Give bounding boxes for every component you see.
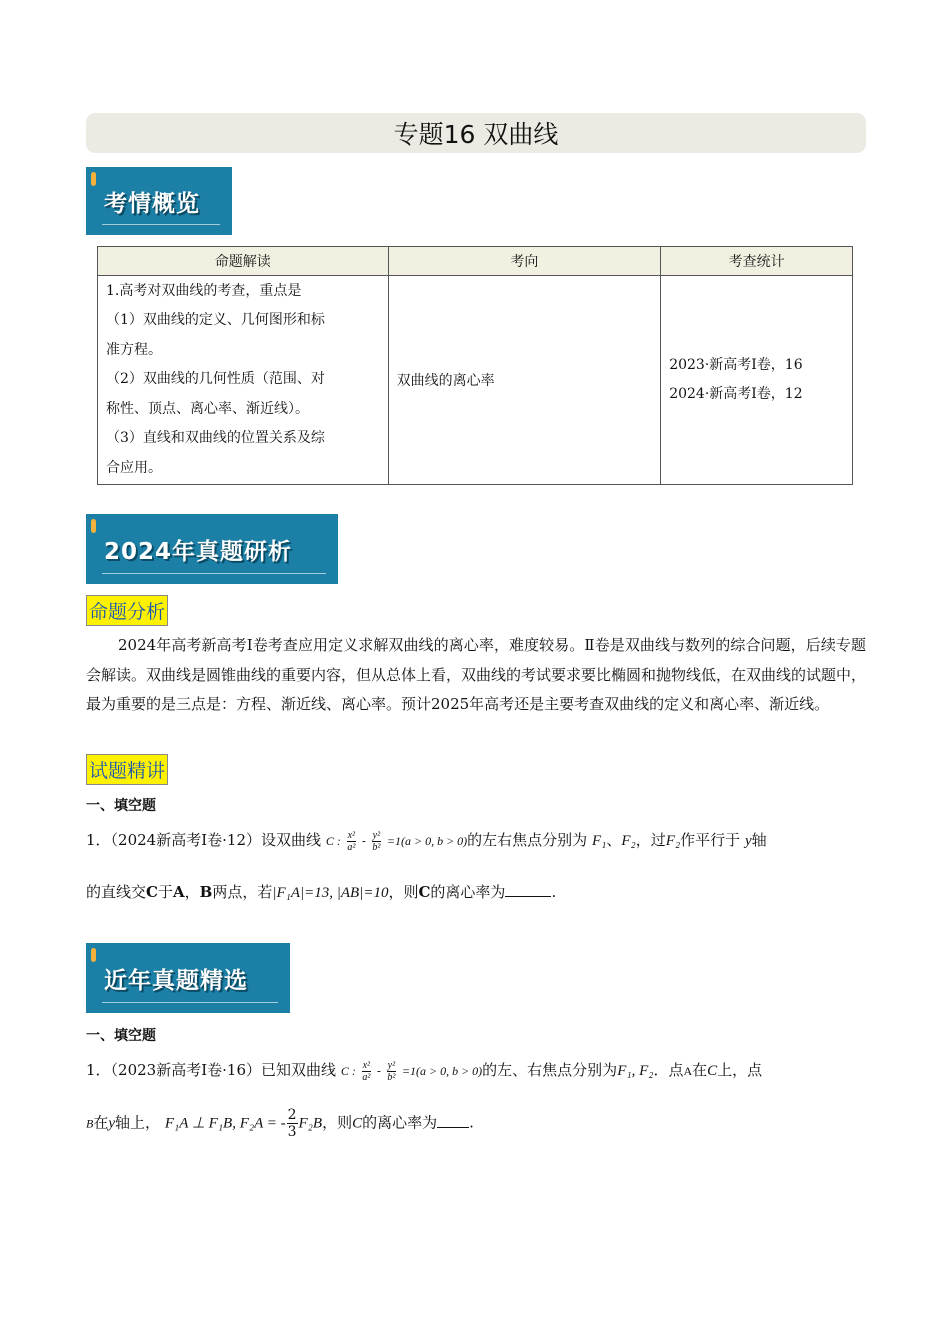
bold-a: A [172,883,185,901]
math-f1: F₁ [591,833,607,849]
question-text: ， [184,883,200,901]
header-stats: 考查统计 [661,247,853,276]
bold-b: B [199,883,213,901]
question-text: 两点，若 [212,883,273,901]
question-text: 在 [93,1113,109,1132]
bold-c: C [146,883,158,901]
fraction-den: b² [387,1071,396,1083]
banner-tab [91,948,96,962]
question-2024-line1 [86,829,767,853]
banner-tab [91,172,96,186]
analysis-paragraph: 2024年高考新高考Ⅰ卷考查应用定义求解双曲线的离心率，难度较易。Ⅱ卷是双曲线与数列的综合问题，后续专题会解读。双曲线是圆锥曲线的重要内容，但从总体上看，双曲线的考试要求要比椭圆和抛物线低，在双曲线的试题中，最为重要的是三点是：方程、渐近线、离心率。预计2025年高考还是主要考查双曲线的定义和离心率、渐近线。 [86,636,867,713]
separator: 、 [606,831,622,849]
math-c: C : [340,1064,356,1078]
question-text: 在 [692,1061,708,1079]
question-number: 1． [86,831,111,849]
banner-tab [91,519,96,533]
fraction-y [372,830,381,853]
fraction-den: b² [372,841,381,853]
math-condition: =1(a > 0, b > 0) [401,1064,483,1078]
header-interpretation: 命题解读 [98,247,389,276]
fraction-x [347,830,356,853]
question-text: ，则 [388,883,419,901]
math-relation: F₁A ⊥ F₁B, F₂A = - [164,1115,286,1132]
fraction-num: y² [372,829,381,841]
analysis-banner [86,514,338,584]
question-2023-line2 [86,1107,474,1140]
recent-banner [86,943,290,1013]
minus-sign: - [361,834,366,848]
question-2023-line1 [86,1059,762,1083]
recent-banner-label: 近年真题精选 [104,967,248,994]
question-text: . [469,1113,474,1132]
fraction-den: a² [362,1071,371,1083]
fraction-x [362,1060,371,1083]
question-2024-line2 [86,881,556,902]
question-text: 设双曲线 [261,831,322,849]
interp-line: 称性、顶点、离心率、渐近线）。 [106,400,309,417]
question-text: ，则 [322,1113,353,1132]
banner-underline [102,224,220,225]
bold-c: C [418,883,431,901]
question-text: 于 [157,883,173,901]
math-a: A [683,1064,693,1078]
math-relation-rhs: F₂B [298,1115,323,1132]
question-text: 轴上， [115,1113,161,1132]
question-source: （2023新高考Ⅰ卷·16） [110,1061,262,1079]
interp-line: 合应用。 [106,459,162,476]
banner-underline [102,573,326,574]
explain-tag: 试题精讲 [86,754,168,785]
question-text: 的离心率为 [430,883,506,901]
interp-line: 准方程。 [106,341,162,358]
stat-line: 2024·新高考Ⅰ卷，12 [669,386,803,402]
section-label: 一、填空题 [86,1028,156,1044]
math-foci: F₁, F₂ [617,1063,654,1079]
math-condition: =1(a > 0, b > 0) [386,834,468,848]
fraction-y [387,1060,396,1083]
interpretation-cell [98,276,389,485]
fraction-num: x² [347,829,356,841]
fraction-num: y² [387,1059,396,1071]
banner-underline [102,1002,278,1003]
question-text: ，过 [635,831,666,849]
page-title: 专题16 双曲线 [86,113,866,153]
math-c: C [707,1063,718,1079]
direction-cell: 双曲线的离心率 [388,276,661,485]
overview-banner [86,167,232,235]
math-f2: F₂ [665,833,681,849]
question-text: 的直线交 [86,883,147,901]
math-c: C : [325,834,341,848]
fraction-den: 3 [287,1124,297,1140]
answer-blank[interactable] [505,884,551,897]
math-y: y [744,833,752,849]
section-label: 一、填空题 [86,798,156,814]
question-text: 作平行于 [680,831,741,849]
interp-line: （2）双曲线的几何性质（范围、对 [106,371,325,388]
analysis-tag: 命题分析 [86,595,168,626]
interp-line: （1）双曲线的定义、几何图形和标 [106,312,325,329]
question-text: 轴 [751,831,767,849]
stats-cell [661,276,853,485]
analysis-banner-label: 2024年真题研析 [104,538,293,565]
minus-sign: - [376,1064,381,1078]
header-direction: 考向 [388,247,661,276]
math-b: B [86,1116,94,1131]
table-header-row [98,247,853,276]
fraction-den: a² [347,841,356,853]
fraction-num: 2 [287,1107,297,1123]
overview-table [97,246,853,485]
question-text: 的左右焦点分别为 [467,831,588,849]
interp-line: （3）直线和双曲线的位置关系及综 [106,430,325,447]
math-c: C [352,1115,363,1132]
overview-banner-label: 考情概览 [104,190,200,217]
fraction-two-thirds [287,1107,298,1140]
question-text: . [551,883,557,901]
answer-blank[interactable] [437,1115,469,1128]
interp-line: 1.高考对双曲线的考查，重点是 [106,282,302,299]
question-source: （2024新高考Ⅰ卷·12） [110,831,262,849]
question-text: ．点 [653,1061,684,1079]
stat-line: 2023·新高考Ⅰ卷，16 [669,356,803,373]
question-text: 的左、右焦点分别为 [482,1061,618,1079]
question-text: 上，点 [717,1061,763,1079]
question-text: 的离心率为 [362,1113,438,1132]
question-text: 已知双曲线 [261,1061,337,1079]
math-y: y [108,1115,116,1132]
math-given: |F₁A|=13, |AB|=10 [272,885,389,901]
question-number: 1． [86,1061,111,1079]
math-f2: F₂ [621,833,636,849]
table-row [98,276,853,485]
fraction-num: x² [362,1059,371,1071]
